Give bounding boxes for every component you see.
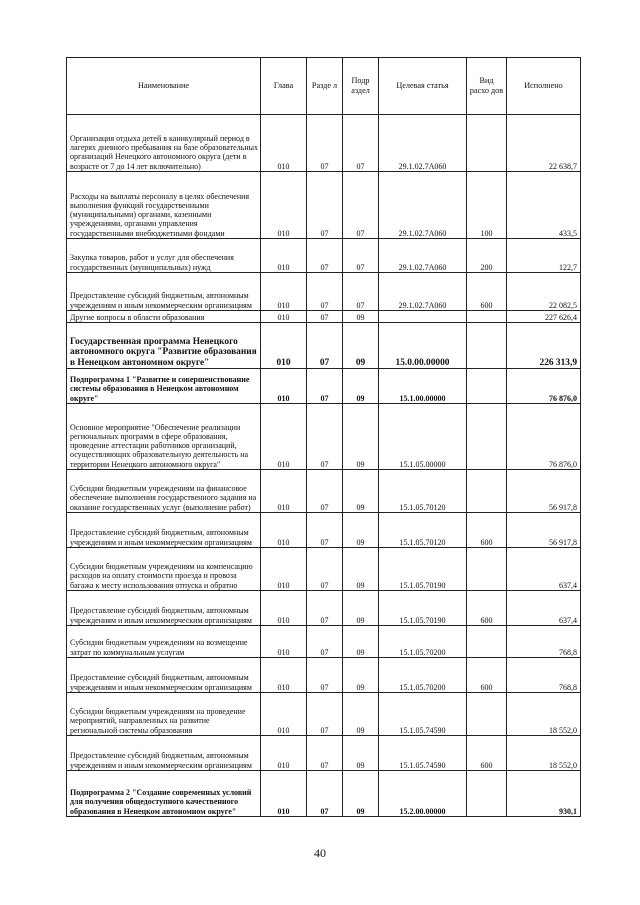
cell-chapter: 010 <box>261 470 307 513</box>
cell-target: 15.1.05.70200 <box>379 626 467 658</box>
cell-expense-type <box>467 311 507 323</box>
cell-executed: 22 638,7 <box>507 115 581 172</box>
cell-target: 15.1.05.70120 <box>379 470 467 513</box>
cell-name: Субсидии бюджетным учреждениям на финансовое обеспечение выполнения государственного задания на оказание государственных услуг (выполнение работ) <box>67 470 261 513</box>
table-row <box>67 239 581 273</box>
page-number: 40 <box>314 846 326 860</box>
table-row <box>67 311 581 323</box>
cell-target: 15.1.05.70190 <box>379 591 467 626</box>
cell-executed: 56 917,8 <box>507 470 581 513</box>
cell-chapter: 010 <box>261 239 307 273</box>
cell-chapter: 010 <box>261 548 307 591</box>
cell-executed: 56 917,8 <box>507 513 581 548</box>
cell-name: Подпрограмма 1 "Развитие и совершенствование системы образования в Ненецком автономном округе" <box>67 369 261 404</box>
cell-section: 07 <box>307 404 343 470</box>
cell-name: Субсидии бюджетным учреждениям на проведение мероприятий, направленных на развитие региональной системы образования <box>67 693 261 736</box>
cell-section: 07 <box>307 115 343 172</box>
cell-target: 15.2.00.00000 <box>379 771 467 817</box>
cell-chapter: 010 <box>261 693 307 736</box>
table-row <box>67 323 581 369</box>
cell-chapter: 010 <box>261 172 307 239</box>
cell-target: 15.1.05.70190 <box>379 548 467 591</box>
cell-name: Подпрограмма 2 "Создание современных условий для получения общедоступного качественного образования в Ненецком автономном округе" <box>67 771 261 817</box>
cell-chapter: 010 <box>261 513 307 548</box>
cell-name: Закупка товаров, работ и услуг для обеспечения государственных (муниципальных) нужд <box>67 239 261 273</box>
cell-target: 29.1.02.7А060 <box>379 115 467 172</box>
table-row <box>67 172 581 239</box>
cell-subsection: 09 <box>343 369 379 404</box>
table-row <box>67 591 581 626</box>
cell-executed: 18 552,0 <box>507 693 581 736</box>
header-chapter: Глава <box>261 58 307 115</box>
cell-expense-type <box>467 693 507 736</box>
table-row <box>67 115 581 172</box>
cell-expense-type <box>467 369 507 404</box>
cell-chapter: 010 <box>261 311 307 323</box>
cell-target: 15.1.00.00000 <box>379 369 467 404</box>
header-target: Целевая статья <box>379 58 467 115</box>
header-subsection: Подр аздел <box>343 58 379 115</box>
table-row <box>67 658 581 693</box>
cell-expense-type: 600 <box>467 591 507 626</box>
cell-chapter: 010 <box>261 736 307 771</box>
cell-executed: 768,8 <box>507 626 581 658</box>
table-row <box>67 548 581 591</box>
cell-section: 07 <box>307 693 343 736</box>
cell-name: Предоставление субсидий бюджетным, автономным учреждениям и иным некоммерческим организациям <box>67 736 261 771</box>
cell-subsection: 09 <box>343 626 379 658</box>
table-row <box>67 273 581 311</box>
cell-name: Предоставление субсидий бюджетным, автономным учреждениям и иным некоммерческим организациям <box>67 591 261 626</box>
table-row <box>67 626 581 658</box>
cell-name: Субсидии бюджетным учреждениям на возмещение затрат по коммунальным услугам <box>67 626 261 658</box>
table-row <box>67 513 581 548</box>
cell-chapter: 010 <box>261 658 307 693</box>
table-row <box>67 771 581 817</box>
header-section: Разде л <box>307 58 343 115</box>
cell-executed: 637,4 <box>507 591 581 626</box>
cell-target: 15.1.05.70200 <box>379 658 467 693</box>
cell-expense-type: 600 <box>467 736 507 771</box>
cell-subsection: 07 <box>343 273 379 311</box>
cell-expense-type: 600 <box>467 658 507 693</box>
table-row <box>67 693 581 736</box>
cell-target: 15.1.05.00000 <box>379 404 467 470</box>
cell-subsection: 09 <box>343 470 379 513</box>
cell-target: 15.1.05.74590 <box>379 693 467 736</box>
cell-target: 15.1.05.74590 <box>379 736 467 771</box>
cell-chapter: 010 <box>261 771 307 817</box>
budget-table <box>66 57 581 817</box>
cell-expense-type: 600 <box>467 513 507 548</box>
cell-section: 07 <box>307 513 343 548</box>
cell-executed: 930,1 <box>507 771 581 817</box>
header-executed: Исполнено <box>507 58 581 115</box>
cell-executed: 76 876,0 <box>507 404 581 470</box>
table-row <box>67 369 581 404</box>
cell-name: Предоставление субсидий бюджетным, автономным учреждениям и иным некоммерческим организациям <box>67 658 261 693</box>
cell-subsection: 09 <box>343 311 379 323</box>
cell-subsection: 07 <box>343 115 379 172</box>
cell-subsection: 07 <box>343 172 379 239</box>
cell-executed: 18 552,0 <box>507 736 581 771</box>
cell-expense-type <box>467 404 507 470</box>
cell-expense-type <box>467 470 507 513</box>
cell-section: 07 <box>307 323 343 369</box>
cell-chapter: 010 <box>261 273 307 311</box>
cell-section: 07 <box>307 548 343 591</box>
table-row <box>67 736 581 771</box>
cell-section: 07 <box>307 273 343 311</box>
cell-executed: 76 876,0 <box>507 369 581 404</box>
cell-executed: 227 626,4 <box>507 311 581 323</box>
cell-section: 07 <box>307 736 343 771</box>
cell-chapter: 010 <box>261 323 307 369</box>
cell-executed: 22 082,5 <box>507 273 581 311</box>
cell-section: 07 <box>307 311 343 323</box>
cell-name: Другие вопросы в области образования <box>67 311 261 323</box>
table-header-row <box>67 58 581 115</box>
cell-subsection: 09 <box>343 404 379 470</box>
cell-expense-type: 600 <box>467 273 507 311</box>
cell-subsection: 09 <box>343 771 379 817</box>
cell-section: 07 <box>307 172 343 239</box>
cell-subsection: 09 <box>343 548 379 591</box>
cell-expense-type <box>467 771 507 817</box>
cell-subsection: 09 <box>343 323 379 369</box>
cell-chapter: 010 <box>261 369 307 404</box>
cell-section: 07 <box>307 369 343 404</box>
cell-subsection: 09 <box>343 591 379 626</box>
cell-name: Основное мероприятие "Обеспечение реализации региональных программ в сфере образования, проведение аттестации работников организаций, осуществляющих образовательную деятельность на территории Ненецкого автономного округа" <box>67 404 261 470</box>
cell-section: 07 <box>307 658 343 693</box>
cell-subsection: 09 <box>343 658 379 693</box>
cell-target: 29.1.02.7А060 <box>379 172 467 239</box>
cell-name: Предоставление субсидий бюджетным, автономным учреждениям и иным некоммерческим организациям <box>67 513 261 548</box>
cell-target <box>379 311 467 323</box>
cell-name: Расходы на выплаты персоналу в целях обеспечения выполнения функций государственными (муниципальными) органами, казенными учреждениями, органами управления государственными внебюджетными фондами <box>67 172 261 239</box>
cell-name: Предоставление субсидий бюджетным, автономным учреждениям и иным некоммерческим организациям <box>67 273 261 311</box>
cell-executed: 637,4 <box>507 548 581 591</box>
cell-expense-type: 200 <box>467 239 507 273</box>
cell-expense-type <box>467 323 507 369</box>
cell-chapter: 010 <box>261 115 307 172</box>
cell-executed: 433,5 <box>507 172 581 239</box>
cell-chapter: 010 <box>261 591 307 626</box>
cell-name: Субсидии бюджетным учреждениям на компенсацию расходов на оплату стоимости проезда и провоза багажа к месту использования отпуска и обратно <box>67 548 261 591</box>
cell-expense-type: 100 <box>467 172 507 239</box>
cell-executed: 226 313,9 <box>507 323 581 369</box>
cell-name: Государственная программа Ненецкого автономного округа "Развитие образования в Ненецком автономном округе" <box>67 323 261 369</box>
cell-subsection: 09 <box>343 736 379 771</box>
cell-executed: 122,7 <box>507 239 581 273</box>
header-name: Наименование <box>67 58 261 115</box>
cell-section: 07 <box>307 771 343 817</box>
table-row <box>67 404 581 470</box>
cell-executed: 768,8 <box>507 658 581 693</box>
cell-target: 15.1.05.70120 <box>379 513 467 548</box>
table-row <box>67 470 581 513</box>
cell-name: Организация отдыха детей в каникулярный период в лагерях дневного пребывания на базе образовательных организаций Ненецкого автономного округа (дети в возрасте от 7 до 14 лет включительно) <box>67 115 261 172</box>
cell-section: 07 <box>307 591 343 626</box>
cell-chapter: 010 <box>261 404 307 470</box>
cell-expense-type <box>467 115 507 172</box>
cell-chapter: 010 <box>261 626 307 658</box>
cell-section: 07 <box>307 470 343 513</box>
cell-section: 07 <box>307 626 343 658</box>
cell-expense-type <box>467 548 507 591</box>
cell-subsection: 09 <box>343 693 379 736</box>
cell-subsection: 09 <box>343 513 379 548</box>
cell-target: 29.1.02.7А060 <box>379 239 467 273</box>
cell-target: 29.1.02.7А060 <box>379 273 467 311</box>
cell-target: 15.0.00.00000 <box>379 323 467 369</box>
header-expense-type: Вид расхо дов <box>467 58 507 115</box>
cell-section: 07 <box>307 239 343 273</box>
cell-expense-type <box>467 626 507 658</box>
cell-subsection: 07 <box>343 239 379 273</box>
